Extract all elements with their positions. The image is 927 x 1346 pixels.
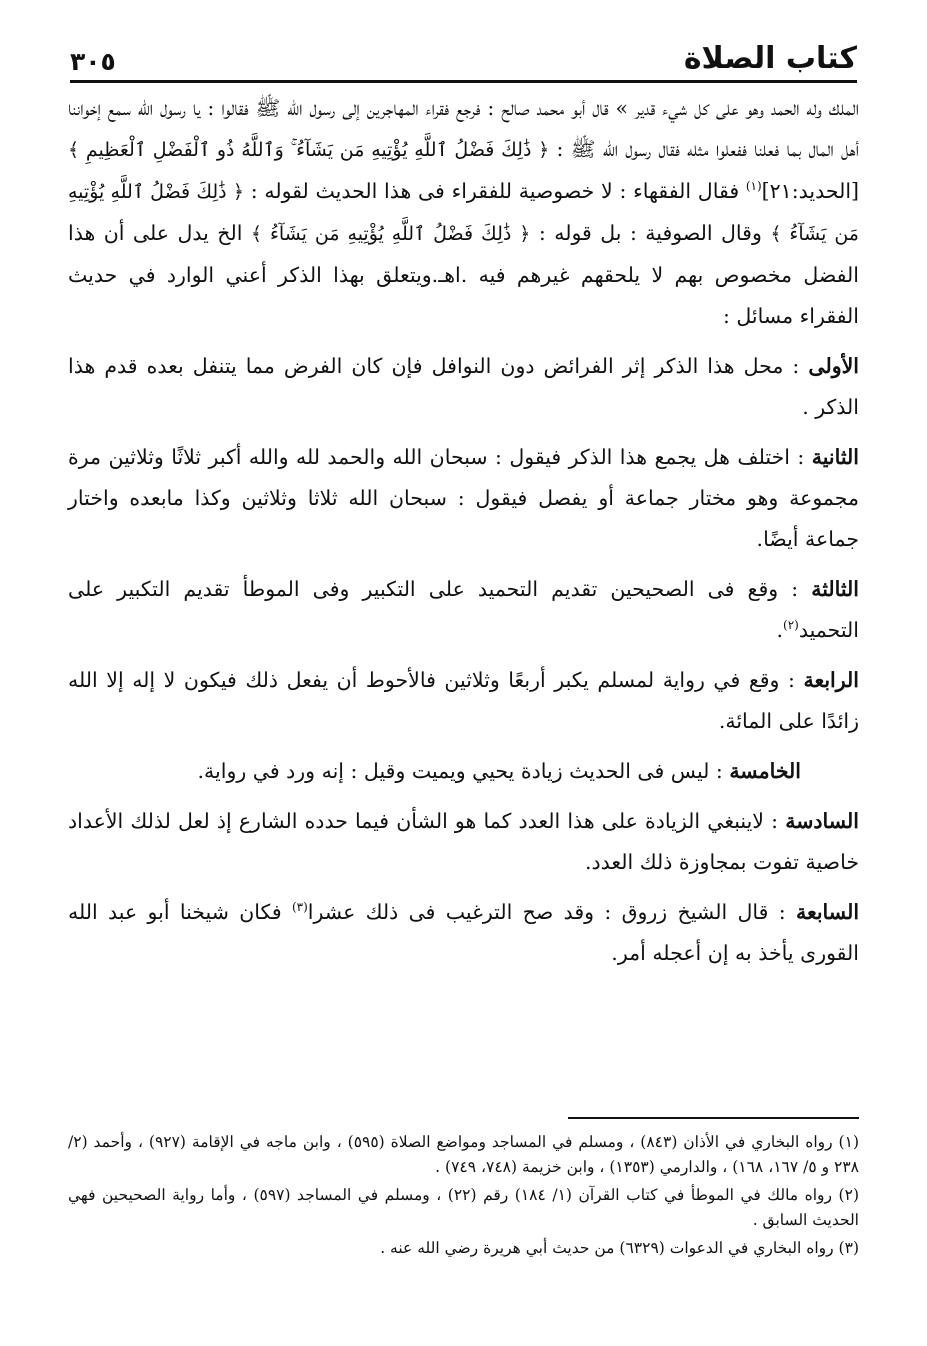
page-number: ٣٠٥ <box>70 47 116 76</box>
paragraph-fifth-issue <box>68 751 859 792</box>
header-rule <box>70 80 857 83</box>
quran-verse: ﴿ ذَٰلِكَ فَضْلُ ٱللَّهِ يُؤْتِيهِ مَن يَشَآءُ ﴾ <box>68 181 859 245</box>
verse-reference: [الحديد:٢١] <box>761 179 860 203</box>
main-text <box>68 88 859 983</box>
paragraph-sixth-issue <box>68 801 859 883</box>
footnote-marker: (١) <box>745 179 762 194</box>
issue-term: الثالثة <box>811 577 859 601</box>
issue-term: السادسة <box>785 809 859 833</box>
issue-text-end: فكان شيخنا أبو عبد الله القورى يأخذ به إن أعجله أمر. <box>68 900 859 965</box>
issue-term: الرابعة <box>803 668 859 692</box>
paragraph-hadith <box>68 88 859 337</box>
text-segment: وقال الصوفية : بل قوله : <box>530 221 771 245</box>
text-segment: الخ يدل على أن هذا الفضل مخصوص بهم لا يلحقهم غيرهم فيه .اهـ.ويتعلق بهذا الذكر أعني الوارد في حديث الفقراء مسائل : <box>68 221 859 328</box>
issue-text: : وقع فى الصحيحين تقديم التحميد على التكبير وفى الموطأ تقديم التكبير على التحميد <box>68 577 859 642</box>
footnote-separator <box>568 1117 859 1119</box>
issue-term: الثانية <box>811 445 859 469</box>
quran-verse: ﴿ ذَٰلِكَ فَضْلُ ٱللَّهِ يُؤْتِيهِ مَن يَشَآءُ ﴾ <box>250 223 531 245</box>
issue-term: الخامسة <box>729 759 801 783</box>
footnote-marker: (٣) <box>291 900 308 915</box>
issue-text: : اختلف هل يجمع هذا الذكر فيقول : سبحان الله والحمد لله والله أكبر ثلاثًا وثلاثين مرة مجموعة وهو مختار جماعة أو يفصل فيقول : سبحان الله ثلاثا وثلاثين وكذا مابعده واختار جماعة أيضًا. <box>68 445 859 551</box>
footnote-3: (٣) رواه البخاري في الدعوات (٦٣٢٩) من حديث أبي هريرة رضي الله عنه . <box>380 1239 859 1257</box>
issue-text: : ليس فى الحديث زيادة يحيي ويميت وقيل : إنه ورد في رواية. <box>197 759 730 783</box>
footnote-2: (٢) رواه مالك في الموطأ في كتاب القرآن (١/ ١٨٤) رقم (٢٢) ، ومسلم في المساجد (٥٩٧) ، وأما رواية الصحيحين فهي الحديث السابق . <box>68 1186 859 1229</box>
paragraph-second-issue <box>68 437 859 560</box>
footnotes <box>68 1130 859 1264</box>
text-segment: الملك وله الحمد وهو على كل شيء قدير » قال أبو محمد صالح : فرجع فقراء المهاجرين إلى رسول الله ﷺ فقالوا : يا رسول الله سمع إخواننا أهل المال بما فعلنا ففعلوا مثله فقال رسول الله ﷺ : <box>68 96 860 161</box>
quran-verse: ﴿ ذَٰلِكَ فَضْلُ ٱللَّهِ يُؤْتِيهِ مَن يَشَآءُ ۚ وَٱللَّهُ ذُو ٱلْفَضْلِ ٱلْعَظِيمِ ﴾ <box>68 139 550 161</box>
paragraph-fourth-issue <box>68 660 859 742</box>
issue-text: : لاينبغي الزيادة على هذا العدد كما هو الشأن فيما حدده الشارع إذ لعل لذلك الأعداد خاصية تفوت بمجاوزة ذلك العدد. <box>68 809 859 874</box>
footnote-marker: (٢) <box>783 618 799 633</box>
issue-term: السابعة <box>795 900 860 924</box>
issue-text: : وقع في رواية لمسلم يكبر أربعًا وثلاثين فالأحوط أن يفعل ذلك فيكون لا إله إلا الله زائدًا على المائة. <box>68 668 859 733</box>
book-title: كتاب الصلاة <box>683 41 857 76</box>
paragraph-first-issue <box>68 346 859 428</box>
paragraph-seventh-issue <box>68 892 859 974</box>
issue-term: الأولى <box>808 354 859 378</box>
footnote-1: (١) رواه البخاري في الأذان (٨٤٣) ، ومسلم في المساجد ومواضع الصلاة (٥٩٥) ، وابن ماجه في الإقامة (٩٢٧) ، وأحمد (٢/ ٢٣٨ و ٥/ ١٦٧، ١٦٨) ، والدارمي (١٣٥٣) ، وابن خزيمة (٧٤٨، ٧٤٩) . <box>68 1133 859 1176</box>
issue-text: : محل هذا الذكر إثر الفرائض دون النوافل فإن كان الفرض مما يتنفل بعده قدم هذا الذكر . <box>68 354 859 419</box>
issue-text: : قال الشيخ زروق : وقد صح الترغيب فى ذلك عشرا <box>307 900 796 924</box>
text-segment: فقال الفقهاء : لا خصوصية للفقراء فى هذا الحديث لقوله : <box>244 179 746 203</box>
paragraph-third-issue <box>68 569 859 651</box>
running-head <box>70 30 857 74</box>
issue-text-end: . <box>776 618 783 642</box>
